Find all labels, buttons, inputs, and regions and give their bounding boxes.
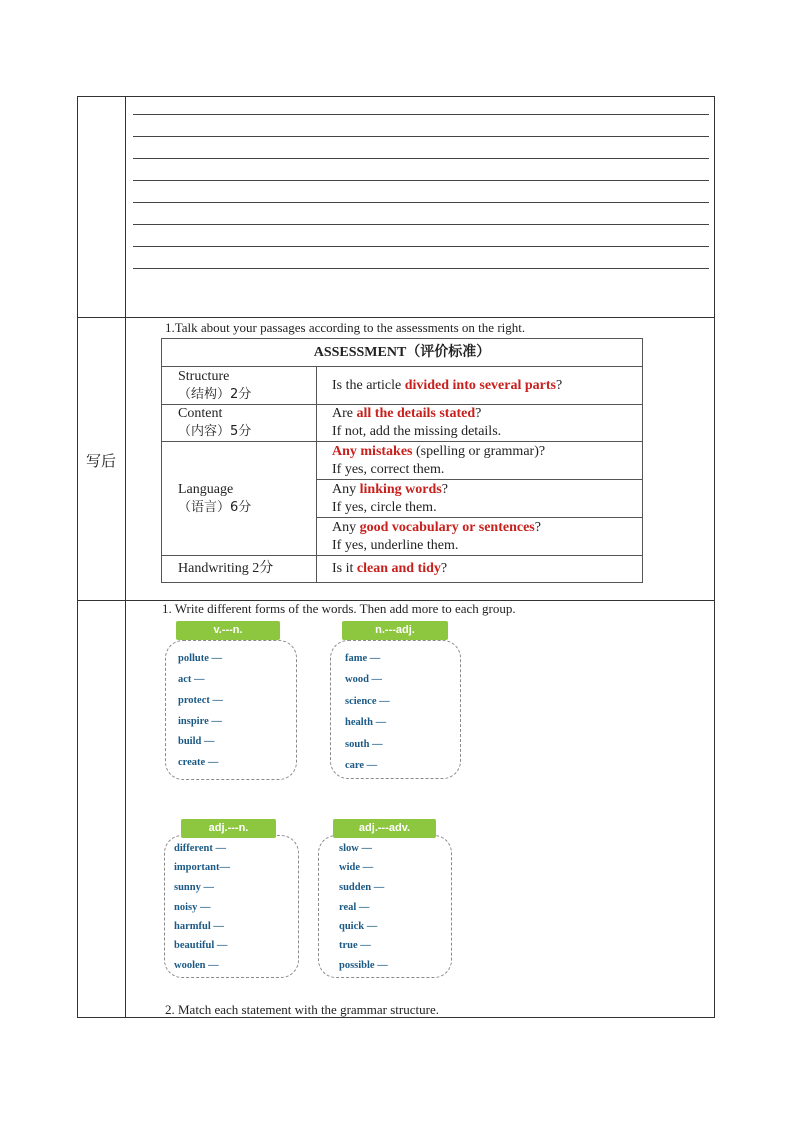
- writing-line[interactable]: [133, 224, 709, 225]
- assessment-item: Are all the details stated? If not, add the missing details.: [317, 405, 643, 442]
- column-divider: [125, 96, 126, 1018]
- word-item[interactable]: protect —: [178, 695, 223, 706]
- writing-line[interactable]: [133, 136, 709, 137]
- word-item[interactable]: quick —: [339, 921, 378, 932]
- word-item[interactable]: inspire —: [178, 716, 222, 727]
- row-divider: [77, 317, 715, 318]
- word-item[interactable]: possible —: [339, 960, 388, 971]
- word-item[interactable]: true —: [339, 940, 371, 951]
- word-item[interactable]: health —: [345, 717, 387, 728]
- word-item[interactable]: fame —: [345, 653, 381, 664]
- assessment-item: Is it clean and tidy?: [317, 556, 643, 583]
- word-group-title: n.---adj.: [342, 621, 448, 640]
- word-item[interactable]: woolen —: [174, 960, 219, 971]
- word-item[interactable]: pollute —: [178, 653, 223, 664]
- assessment-item: Any linking words? If yes, circle them.: [317, 480, 643, 518]
- word-item[interactable]: slow —: [339, 843, 372, 854]
- word-group-title: adj.---adv.: [333, 819, 436, 838]
- writing-line[interactable]: [133, 268, 709, 269]
- word-item[interactable]: sunny —: [174, 882, 214, 893]
- writing-line[interactable]: [133, 202, 709, 203]
- writing-line[interactable]: [133, 158, 709, 159]
- assessment-item: Is the article divided into several parts?: [317, 367, 643, 405]
- writing-line[interactable]: [133, 180, 709, 181]
- section-label-post-writing: 写后: [85, 452, 116, 470]
- word-item[interactable]: science —: [345, 696, 390, 707]
- word-item[interactable]: wood —: [345, 674, 383, 685]
- criterion-language: Language （语言）6分: [162, 442, 317, 556]
- word-item[interactable]: different —: [174, 843, 227, 854]
- assessment-title: ASSESSMENT（评价标准）: [162, 339, 643, 367]
- word-item[interactable]: create —: [178, 757, 219, 768]
- assessment-item: Any good vocabulary or sentences? If yes, underline them.: [317, 518, 643, 556]
- criterion-handwriting: Handwriting 2分: [162, 556, 317, 583]
- criterion-content: Content （内容）5分: [162, 405, 317, 442]
- assessment-item: Any mistakes (spelling or grammar)? If yes, correct them.: [317, 442, 643, 480]
- word-item[interactable]: care —: [345, 760, 378, 771]
- word-item[interactable]: important—: [174, 862, 230, 873]
- assessment-instruction: 1.Talk about your passages according to the assessments on the right.: [165, 320, 526, 335]
- word-item[interactable]: harmful —: [174, 921, 224, 932]
- word-item[interactable]: sudden —: [339, 882, 385, 893]
- writing-line[interactable]: [133, 246, 709, 247]
- word-item[interactable]: build —: [178, 736, 215, 747]
- exercise-1-instruction: 1. Write different forms of the words. Then add more to each group.: [162, 601, 516, 616]
- word-item[interactable]: real —: [339, 902, 370, 913]
- exercise-2-instruction: 2. Match each statement with the grammar structure.: [165, 1002, 439, 1017]
- word-group-title: adj.---n.: [181, 819, 276, 838]
- word-item[interactable]: wide —: [339, 862, 374, 873]
- word-item[interactable]: act —: [178, 674, 205, 685]
- assessment-table: [161, 338, 643, 583]
- word-item[interactable]: beautiful —: [174, 940, 228, 951]
- word-item[interactable]: noisy —: [174, 902, 211, 913]
- writing-line[interactable]: [133, 114, 709, 115]
- word-item[interactable]: south —: [345, 739, 383, 750]
- criterion-structure: Structure （结构）2分: [162, 367, 317, 405]
- word-group-title: v.---n.: [176, 621, 280, 640]
